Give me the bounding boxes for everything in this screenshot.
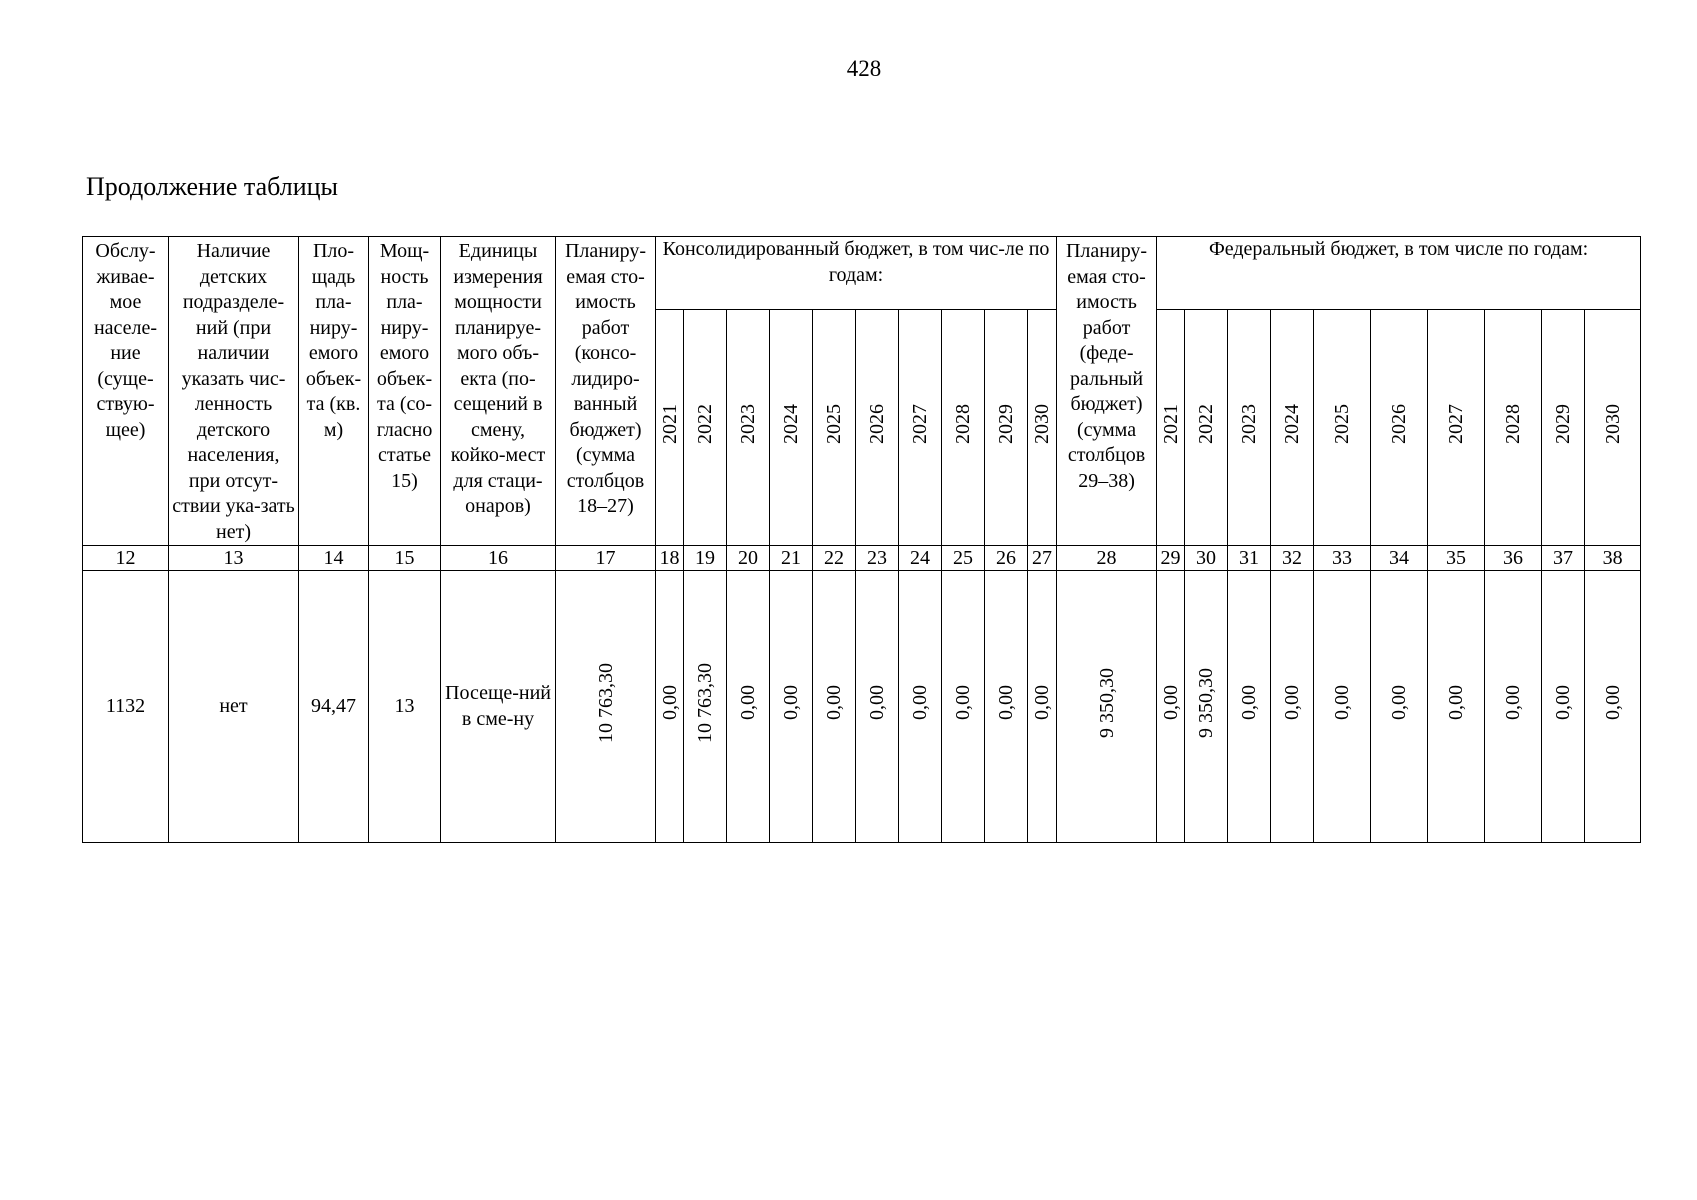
consolidated-year-label: 2026 xyxy=(866,403,888,444)
cell-federal-year-value: 0,00 xyxy=(1502,685,1525,721)
column-number: 25 xyxy=(942,546,985,571)
cell-consolidated-year-value: 0,00 xyxy=(823,685,845,721)
federal-year-label: 2022 xyxy=(1195,403,1218,444)
cell-federal-year xyxy=(1228,571,1271,843)
consolidated-year-label: 2025 xyxy=(823,403,845,444)
consolidated-year-header xyxy=(942,310,985,546)
consolidated-year-label: 2022 xyxy=(694,403,716,444)
consolidated-year-label: 2023 xyxy=(737,403,759,444)
column-number: 27 xyxy=(1028,546,1057,571)
header-served-population: Обслу-живае-мое населе-ние (суще-ствую-щее) xyxy=(83,237,169,546)
federal-year-label: 2030 xyxy=(1601,403,1624,444)
column-number: 15 xyxy=(369,546,441,571)
cell-consolidated-year-value: 0,00 xyxy=(737,685,759,721)
cell-area: 94,47 xyxy=(299,571,369,843)
cell-federal-year-value: 0,00 xyxy=(1552,685,1575,721)
column-number: 17 xyxy=(556,546,656,571)
consolidated-year-label: 2027 xyxy=(909,403,931,444)
consolidated-year-header xyxy=(770,310,813,546)
federal-year-header xyxy=(1585,310,1641,546)
table-continuation-caption: Продолжение таблицы xyxy=(86,172,338,201)
header-capacity-units: Единицы измерения мощности планируе-мого объ-екта (по-сещений в смену, койко-мест для стаци-онаров) xyxy=(441,237,556,546)
column-number: 31 xyxy=(1228,546,1271,571)
cell-consolidated-year xyxy=(1028,571,1057,843)
header-area: Пло-щадь пла-ниру-емого объек-та (кв. м) xyxy=(299,237,369,546)
federal-year-header xyxy=(1271,310,1314,546)
column-number: 33 xyxy=(1314,546,1371,571)
cell-consolidated-year xyxy=(656,571,684,843)
cell-federal-cost-value: 9 350,30 xyxy=(1095,667,1118,738)
cell-federal-year-value: 0,00 xyxy=(1331,685,1354,721)
federal-year-label: 2026 xyxy=(1388,403,1411,444)
column-number: 23 xyxy=(856,546,899,571)
cell-consolidated-year-value: 0,00 xyxy=(866,685,888,721)
cell-federal-year-value: 0,00 xyxy=(1601,685,1624,721)
cell-consolidated-cost-value: 10 763,30 xyxy=(594,662,617,743)
federal-year-header xyxy=(1428,310,1485,546)
cell-federal-year-value: 0,00 xyxy=(1445,685,1468,721)
cell-consolidated-cost xyxy=(556,571,656,843)
cell-federal-year xyxy=(1271,571,1314,843)
federal-year-header xyxy=(1185,310,1228,546)
federal-year-header xyxy=(1314,310,1371,546)
federal-year-label: 2024 xyxy=(1281,403,1304,444)
federal-year-label: 2025 xyxy=(1331,403,1354,444)
column-number: 30 xyxy=(1185,546,1228,571)
cell-federal-year xyxy=(1542,571,1585,843)
cell-capacity-units: Посеще-ний в сме-ну xyxy=(441,571,556,843)
cell-consolidated-year-value: 0,00 xyxy=(952,685,974,721)
cell-consolidated-year xyxy=(727,571,770,843)
consolidated-year-header xyxy=(899,310,942,546)
header-capacity: Мощ-ность пла-ниру-емого объек-та (со-гласно статье 15) xyxy=(369,237,441,546)
header-children-units: Наличие детских подразделе-ний (при наличии указать чис-ленность детского населения, при отсут-ствии ука-зать нет) xyxy=(169,237,299,546)
header-row xyxy=(83,237,1641,310)
cell-consolidated-year xyxy=(813,571,856,843)
column-number: 13 xyxy=(169,546,299,571)
consolidated-year-label: 2028 xyxy=(952,403,974,444)
column-number: 12 xyxy=(83,546,169,571)
consolidated-year-header xyxy=(656,310,684,546)
column-number: 20 xyxy=(727,546,770,571)
header-federal-budget-group: Федеральный бюджет, в том числе по годам: xyxy=(1157,237,1641,310)
federal-year-header xyxy=(1542,310,1585,546)
cell-federal-year-value: 9 350,30 xyxy=(1195,667,1218,738)
page-number: 428 xyxy=(846,56,882,81)
consolidated-year-header xyxy=(727,310,770,546)
cell-consolidated-year xyxy=(985,571,1028,843)
cell-consolidated-year xyxy=(684,571,727,843)
cell-federal-year-value: 0,00 xyxy=(1388,685,1411,721)
column-number: 29 xyxy=(1157,546,1185,571)
consolidated-year-header xyxy=(856,310,899,546)
cell-consolidated-year-value: 0,00 xyxy=(658,685,681,721)
column-number: 28 xyxy=(1057,546,1157,571)
cell-consolidated-year-value: 0,00 xyxy=(1031,685,1054,721)
column-number: 18 xyxy=(656,546,684,571)
federal-year-header xyxy=(1371,310,1428,546)
header-consolidated-budget-group: Консолидированный бюджет, в том чис-ле по годам: xyxy=(656,237,1057,310)
consolidated-year-header xyxy=(813,310,856,546)
cell-federal-cost xyxy=(1057,571,1157,843)
consolidated-year-label: 2021 xyxy=(658,403,681,444)
federal-year-header xyxy=(1157,310,1185,546)
consolidated-year-header xyxy=(1028,310,1057,546)
column-numbers-row xyxy=(83,546,1641,571)
consolidated-year-label: 2029 xyxy=(995,403,1017,444)
consolidated-year-header xyxy=(985,310,1028,546)
cell-consolidated-year-value: 0,00 xyxy=(909,685,931,721)
column-number: 34 xyxy=(1371,546,1428,571)
cell-federal-year-value: 0,00 xyxy=(1238,685,1261,721)
column-number: 38 xyxy=(1585,546,1641,571)
federal-year-header xyxy=(1485,310,1542,546)
cell-consolidated-year xyxy=(899,571,942,843)
cell-federal-year xyxy=(1585,571,1641,843)
column-number: 16 xyxy=(441,546,556,571)
federal-year-label: 2021 xyxy=(1159,403,1182,444)
header-federal-cost: Планиру-емая сто-имость работ (феде-ральный бюджет) (сумма столбцов 29–38) xyxy=(1057,237,1157,546)
cell-federal-year xyxy=(1428,571,1485,843)
column-number: 14 xyxy=(299,546,369,571)
federal-year-label: 2029 xyxy=(1552,403,1575,444)
cell-federal-year xyxy=(1157,571,1185,843)
column-number: 26 xyxy=(985,546,1028,571)
column-number: 36 xyxy=(1485,546,1542,571)
table-row xyxy=(83,571,1641,843)
cell-consolidated-year xyxy=(942,571,985,843)
cell-federal-year xyxy=(1371,571,1428,843)
consolidated-year-label: 2024 xyxy=(780,403,802,444)
cell-capacity: 13 xyxy=(369,571,441,843)
cell-consolidated-year xyxy=(856,571,899,843)
cell-federal-year-value: 0,00 xyxy=(1159,685,1182,721)
cell-consolidated-year-value: 0,00 xyxy=(780,685,802,721)
cell-consolidated-year-value: 0,00 xyxy=(995,685,1017,721)
cell-federal-year xyxy=(1485,571,1542,843)
column-number: 19 xyxy=(684,546,727,571)
cell-consolidated-year-value: 10 763,30 xyxy=(694,662,716,743)
column-number: 22 xyxy=(813,546,856,571)
header-consolidated-cost: Планиру-емая сто-имость работ (консо-лидиро-ванный бюджет) (сумма столбцов 18–27) xyxy=(556,237,656,546)
cell-children-units: нет xyxy=(169,571,299,843)
cell-served-population: 1132 xyxy=(83,571,169,843)
cell-federal-year xyxy=(1314,571,1371,843)
budget-table xyxy=(82,236,1641,843)
column-number: 21 xyxy=(770,546,813,571)
consolidated-year-header xyxy=(684,310,727,546)
column-number: 24 xyxy=(899,546,942,571)
cell-federal-year xyxy=(1185,571,1228,843)
column-number: 32 xyxy=(1271,546,1314,571)
consolidated-year-label: 2030 xyxy=(1031,403,1054,444)
federal-year-label: 2027 xyxy=(1445,403,1468,444)
column-number: 37 xyxy=(1542,546,1585,571)
column-number: 35 xyxy=(1428,546,1485,571)
cell-federal-year-value: 0,00 xyxy=(1281,685,1304,721)
federal-year-label: 2028 xyxy=(1502,403,1525,444)
cell-consolidated-year xyxy=(770,571,813,843)
federal-year-label: 2023 xyxy=(1238,403,1261,444)
federal-year-header xyxy=(1228,310,1271,546)
